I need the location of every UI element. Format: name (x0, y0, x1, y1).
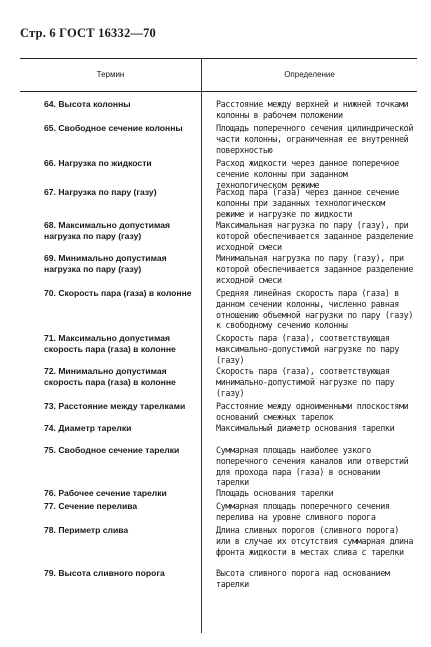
term-cell (20, 445, 198, 456)
term-number: 77. (44, 501, 56, 511)
term-text: Нагрузка по пару (газу) (58, 187, 157, 197)
term-cell (20, 333, 198, 355)
term-number: 78. (44, 525, 56, 535)
column-header-definition: Определение (284, 70, 335, 79)
term-number: 76. (44, 488, 56, 498)
column-divider (201, 58, 202, 633)
definition-cell: Суммарная площадь поперечного сечения перелива на уровне сливного порога (216, 501, 390, 522)
definition-cell: Площадь поперечного сечения цилиндрической части колонны, ограниченная ее внутренней поверхностью (216, 123, 414, 155)
term-text: Скорость пара (газа) в колонне (58, 288, 192, 298)
term-cell (20, 568, 198, 579)
column-header-term: Термин (96, 70, 125, 79)
term-text: Сечение перелива (58, 501, 138, 511)
term-cell (20, 187, 198, 198)
term-number: 66. (44, 158, 56, 168)
term-number: 65. (44, 123, 56, 133)
definition-cell: Скорость пара (газа), соответствующая минимально-допустимой нагрузке по пару (газу) (216, 366, 395, 398)
term-text: Высота колонны (58, 99, 131, 109)
term-text: Максимально допустимая нагрузка по пару (газу) (44, 220, 170, 241)
definition-cell: Расход пара (газа) через данное сечение колонны при заданных технологическом режиме и нагрузке по жидкости (216, 187, 399, 219)
term-number: 64. (44, 99, 56, 109)
definition-cell: Максимальная нагрузка по пару (газу), при которой обеспечивается заданное разделение исходной смеси (216, 220, 414, 252)
term-text: Минимально допустимая нагрузка по пару (газу) (44, 253, 167, 274)
term-cell (20, 253, 198, 275)
term-cell (20, 401, 198, 412)
term-number: 70. (44, 288, 56, 298)
page-header: Стр. 6 ГОСТ 16332—70 (20, 26, 156, 40)
term-text: Свободное сечение колонны (58, 123, 183, 133)
table-header-rule (20, 91, 417, 92)
term-cell (20, 99, 198, 110)
term-number: 75. (44, 445, 56, 455)
definition-cell: Расход жидкости через данное поперечное сечение колонны при заданном технологическом режиме (216, 158, 399, 190)
term-number: 74. (44, 423, 56, 433)
term-number: 73. (44, 401, 56, 411)
term-number: 68. (44, 220, 56, 230)
definition-cell: Высота сливного порога над основанием тарелки (216, 568, 390, 589)
term-number: 67. (44, 187, 56, 197)
term-text: Максимально допустимая скорость пара (газа) в колонне (44, 333, 176, 354)
term-text: Диаметр тарелки (58, 423, 132, 433)
definition-cell: Максимальный диаметр основания тарелки (216, 423, 395, 433)
term-cell (20, 288, 198, 299)
term-text: Высота сливного порога (58, 568, 165, 578)
term-number: 71. (44, 333, 56, 343)
definition-cell: Расстояние между одноименными плоскостями оснований смежных тарелок (216, 401, 409, 422)
term-text: Свободное сечение тарелки (58, 445, 180, 455)
term-cell (20, 220, 198, 242)
term-number: 79. (44, 568, 56, 578)
term-cell (20, 423, 198, 434)
definition-cell: Скорость пара (газа), соответствующая максимально-допустимой нагрузке по пару (газу) (216, 333, 399, 365)
definition-cell: Расстояние между верхней и нижней точками колонны в рабочем положении (216, 99, 409, 120)
term-number: 69. (44, 253, 56, 263)
definition-cell: Площадь основания тарелки (216, 488, 334, 498)
term-text: Рабочее сечение тарелки (58, 488, 167, 498)
table-top-rule (20, 58, 417, 59)
term-cell (20, 123, 198, 134)
term-text: Нагрузка по жидкости (58, 158, 152, 168)
term-cell (20, 501, 198, 512)
term-number: 72. (44, 366, 56, 376)
definition-cell: Средняя линейная скорость пара (газа) в данном сечении колонны, численно равная отношению объемной нагрузки по пару (газу) к свободному сечению колонны (216, 288, 414, 331)
term-text: Минимально допустимая скорость пара (газа) в колонне (44, 366, 176, 387)
term-cell (20, 488, 198, 499)
term-text: Расстояние между тарелками (58, 401, 186, 411)
definition-cell: Минимальная нагрузка по пару (газу), при которой обеспечивается заданное разделение исходной смеси (216, 253, 414, 285)
term-cell (20, 158, 198, 169)
definition-cell: Длина сливных порогов (сливного порога) или в случае их отсутствия суммарная длина фронта жидкости в местах слива с тарелки (216, 525, 414, 557)
term-cell (20, 366, 198, 388)
term-cell (20, 525, 198, 536)
definition-cell: Суммарная площадь наиболее узкого поперечного сечения каналов или отверстий для прохода пара (газа) в основании тарелки (216, 445, 409, 488)
term-text: Периметр слива (58, 525, 129, 535)
